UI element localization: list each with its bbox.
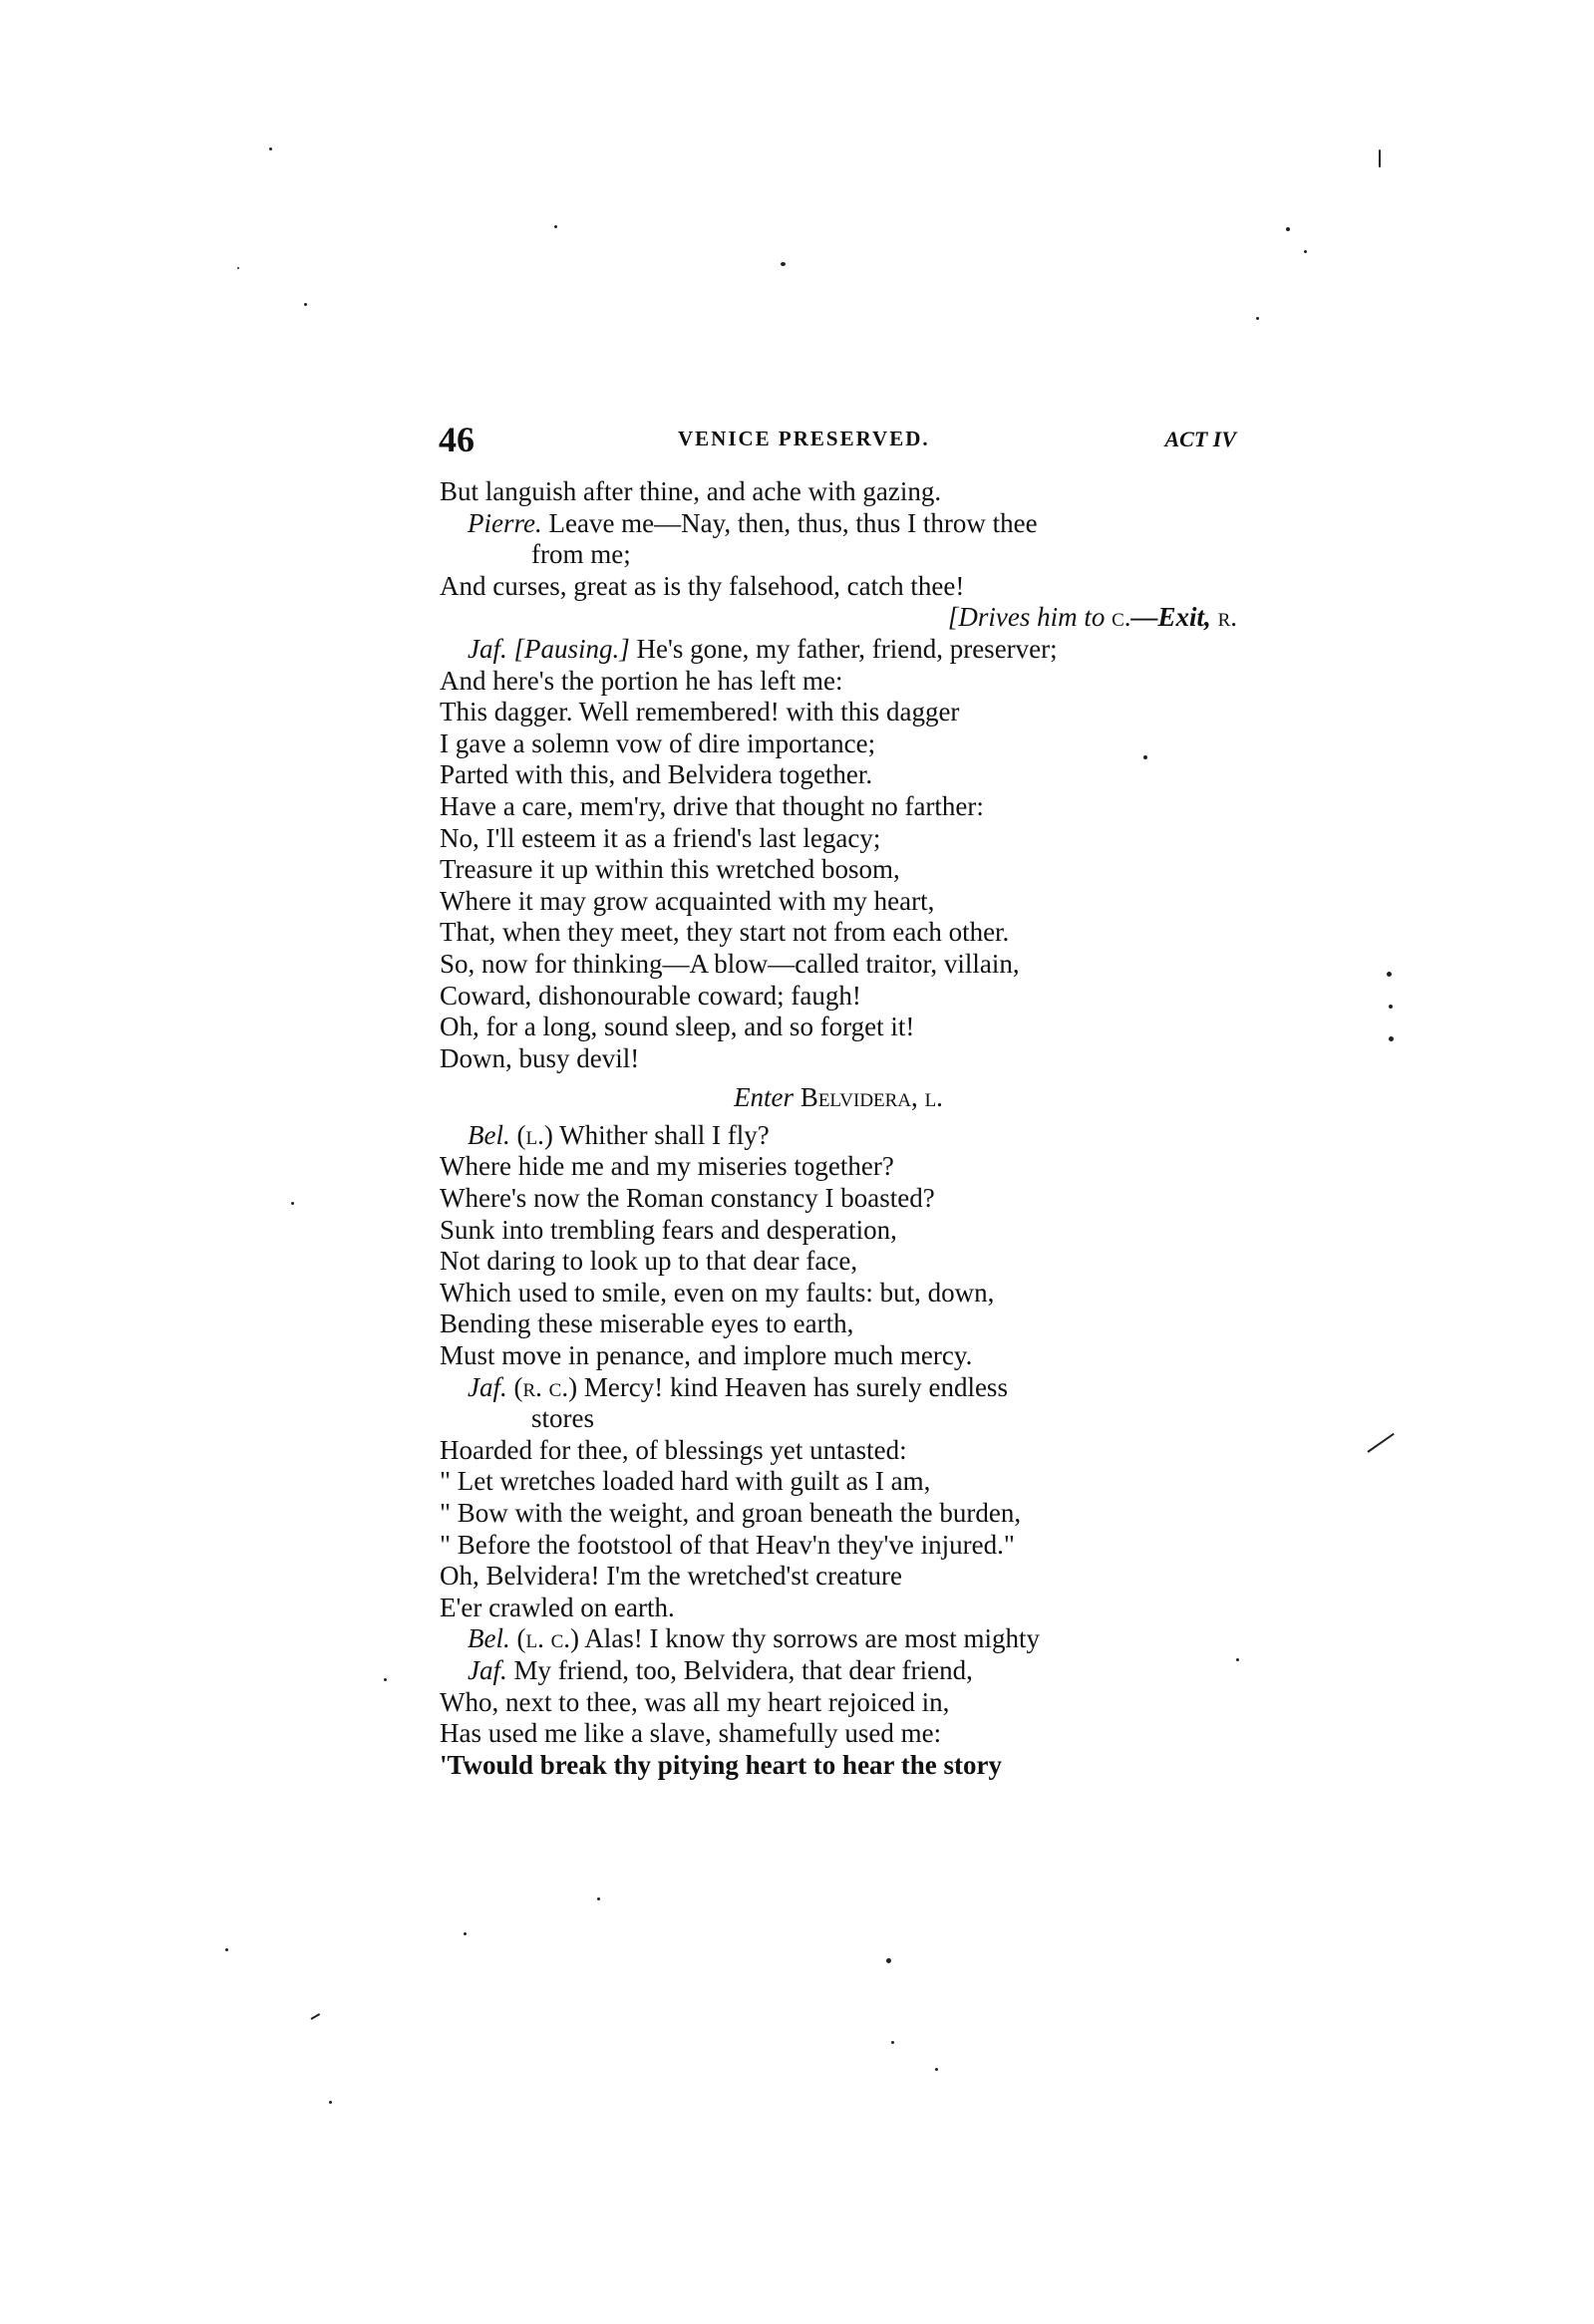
stage-side: r.: [1210, 602, 1237, 633]
verse-continuation: from me;: [531, 539, 631, 570]
verse-line: Bending these miserable eyes to earth,: [440, 1308, 854, 1339]
verse-line: Treasure it up within this wretched bosom,: [440, 854, 900, 885]
verse-line: Not daring to look up to that dear face,: [440, 1246, 858, 1277]
verse-line: Parted with this, and Belvidera together.: [440, 759, 873, 790]
verse-line: Has used me like a slave, shamefully used me:: [440, 1718, 942, 1749]
speech-line: [440, 1623, 1237, 1655]
scan-speck: [1256, 317, 1259, 320]
speaker-name: Bel.: [468, 1119, 510, 1150]
verse-line: Have a care, mem'ry, drive that thought no farther:: [440, 790, 984, 821]
verse-line: Hoarded for thee, of blessings yet untasted:: [440, 1434, 907, 1465]
scan-speck: [1143, 755, 1147, 759]
verse-line: This dagger. Well remembered! with this dagger: [440, 697, 960, 727]
direction-text: [Drives him to: [947, 602, 1106, 633]
page-number: 46: [439, 420, 475, 459]
verse-line: Oh, Belvidera! I'm the wretched'st creature: [440, 1561, 903, 1592]
speech-line: [440, 1372, 1237, 1404]
speech-text: Whither shall I fly?: [552, 1119, 770, 1150]
scan-speck: [1389, 1005, 1393, 1009]
speech-text: My friend, too, Belvidera, that dear friend,: [506, 1654, 973, 1685]
stage-position: (r. c.): [506, 1371, 578, 1402]
verse-line: That, when they meet, they start not from each other.: [440, 917, 1010, 948]
scan-speck: [1387, 972, 1392, 977]
running-header: [439, 419, 1236, 462]
speaker-name: Jaf.: [468, 1371, 507, 1402]
stage-direction: [440, 602, 1237, 634]
scan-speck: [597, 1897, 600, 1900]
scan-speck: [1379, 149, 1381, 167]
speech-text: Alas! I know thy sorrows are most mighty: [579, 1623, 1040, 1654]
verse-line: Oh, for a long, sound sleep, and so forget it!: [440, 1012, 915, 1042]
scan-speck: [1236, 1658, 1239, 1661]
verse-line: Must move in penance, and implore much mercy.: [440, 1340, 973, 1371]
verse-continuation: stores: [531, 1403, 594, 1434]
speech-line: [440, 1655, 1237, 1687]
speech-line: [440, 634, 1237, 666]
scan-speck: [891, 2041, 894, 2044]
verse-line: No, I'll esteem it as a friend's last legacy;: [440, 822, 881, 853]
pencil-mark: [1367, 1433, 1394, 1453]
verse-line: Who, next to thee, was all my heart rejoiced in,: [440, 1686, 950, 1717]
verse-line: So, now for thinking—A blow—called traitor, villain,: [440, 948, 1020, 979]
speech-text: He's gone, my father, friend, preserver;: [629, 633, 1058, 664]
stage-position: c.: [1105, 602, 1131, 633]
scan-speck: [1304, 250, 1307, 253]
speech-text: Leave me—Nay, then, thus, thus I throw thee: [541, 507, 1038, 538]
running-title: VENICE PRESERVED.: [678, 427, 930, 450]
scan-speck: [1286, 227, 1290, 231]
scan-speck: [304, 303, 307, 306]
verse-line: Sunk into trembling fears and desperation,: [440, 1214, 897, 1245]
verse-line: Where's now the Roman constancy I boasted?: [440, 1183, 935, 1214]
verse-line: But languish after thine, and ache with gazing.: [440, 476, 942, 506]
verse-line: 'Twould break thy pitying heart to hear the story: [440, 1749, 1003, 1780]
scan-speck: [464, 1932, 467, 1935]
play-text: [440, 476, 1237, 1781]
verse-line: Down, busy devil!: [440, 1042, 640, 1073]
scan-speck: [225, 1948, 228, 1951]
verse-line: Coward, dishonourable coward; faugh!: [440, 980, 861, 1011]
scan-speck: [886, 1958, 891, 1963]
scan-speck: [554, 225, 557, 228]
stage-position: (l.): [509, 1119, 553, 1150]
pencil-mark: [311, 2013, 321, 2020]
verse-line: " Bow with the weight, and groan beneath the burden,: [440, 1498, 1022, 1528]
stage-side: l.: [917, 1082, 943, 1113]
scan-speck: [237, 267, 239, 269]
speech-line: [440, 1120, 1237, 1152]
verse-line: Which used to smile, even on my faults: but, down,: [440, 1277, 995, 1307]
scan-speck: [1389, 1036, 1394, 1041]
entrance-direction: [440, 1082, 1237, 1114]
speaker-name: Jaf.: [468, 1654, 507, 1685]
scan-speck: [329, 2101, 332, 2104]
stage-position: (l. c.): [509, 1623, 579, 1654]
scan-speck: [384, 1678, 387, 1681]
speech-text: Mercy! kind Heaven has surely endless: [577, 1371, 1008, 1402]
exit-text: —Exit,: [1130, 602, 1211, 633]
scan-speck: [291, 1202, 294, 1205]
enter-word: Enter: [734, 1082, 795, 1113]
verse-line: Where hide me and my miseries together?: [440, 1151, 894, 1182]
verse-line: And curses, great as is thy falsehood, catch thee!: [440, 570, 965, 601]
stage-direction-inline: [Pausing.]: [506, 633, 630, 664]
verse-line: And here's the portion he has left me:: [440, 665, 843, 696]
verse-line: Where it may grow acquainted with my heart,: [440, 885, 935, 916]
act-label: ACT IV: [1164, 427, 1236, 451]
verse-line: I gave a solemn vow of dire importance;: [440, 727, 876, 758]
scan-speck: [269, 147, 272, 150]
scan-speck: [781, 262, 786, 266]
verse-line: " Before the footstool of that Heav'n they've injured.": [440, 1529, 1015, 1560]
speech-line: [440, 508, 1237, 540]
speaker-name: Bel.: [468, 1623, 510, 1654]
verse-line: E'er crawled on earth.: [440, 1592, 675, 1622]
scan-speck: [935, 2068, 938, 2071]
verse-line: " Let wretches loaded hard with guilt as I am,: [440, 1466, 931, 1497]
entering-character: Belvidera,: [794, 1082, 918, 1113]
speaker-name: Pierre.: [468, 507, 542, 538]
speaker-name: Jaf.: [468, 633, 507, 664]
